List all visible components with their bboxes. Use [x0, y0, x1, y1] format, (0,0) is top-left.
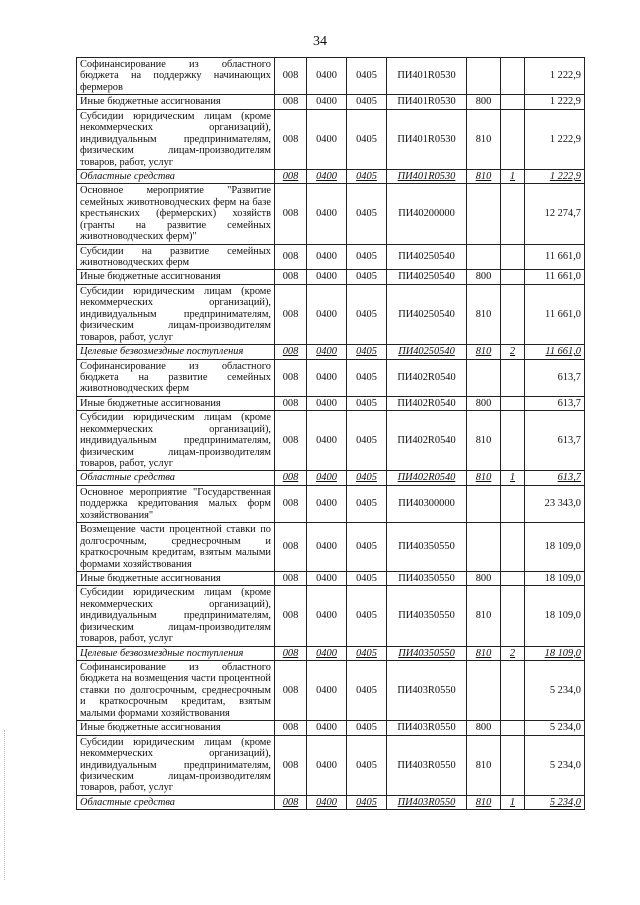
row-ministry-code: 008 [275, 270, 307, 284]
page-number: 34 [313, 34, 327, 49]
table-row [77, 646, 585, 660]
row-source-code [501, 735, 525, 795]
row-amount: 11 661,0 [525, 270, 585, 284]
row-name: Целевые безвозмездные поступления [77, 646, 275, 660]
table-row [77, 571, 585, 585]
row-amount: 613,7 [525, 359, 585, 396]
row-section-code: 0400 [307, 735, 347, 795]
row-subsection-code: 0405 [347, 58, 387, 95]
row-section-code: 0400 [307, 586, 347, 646]
row-ministry-code: 008 [275, 396, 307, 410]
row-amount: 613,7 [525, 471, 585, 485]
row-name: Субсидии юридическим лицам (кроме некоммерческих организаций), индивидуальным предпринимателям, физическим лицам-производителям товаров, работ, услуг [77, 735, 275, 795]
row-section-code: 0400 [307, 58, 347, 95]
row-ministry-code: 008 [275, 244, 307, 270]
row-target-article: ПИ403R0550 [387, 795, 467, 809]
row-name: Софинансирование из областного бюджета на поддержку начинающих фермеров [77, 58, 275, 95]
row-name: Субсидии юридическим лицам (кроме некоммерческих организаций), индивидуальным предпринимателям, физическим лицам-производителям товаров, работ, услуг [77, 411, 275, 471]
row-ministry-code: 008 [275, 359, 307, 396]
row-amount: 18 109,0 [525, 646, 585, 660]
row-amount: 18 109,0 [525, 523, 585, 572]
row-target-article: ПИ401R0530 [387, 58, 467, 95]
row-target-article: ПИ403R0550 [387, 721, 467, 735]
row-ministry-code: 008 [275, 411, 307, 471]
row-name: Возмещение части процентной ставки по долгосрочным, среднесрочным и краткосрочным кредитам, взятым малыми формами хозяйствования [77, 523, 275, 572]
row-amount: 1 222,9 [525, 58, 585, 95]
budget-table [76, 57, 585, 810]
row-amount: 12 274,7 [525, 184, 585, 244]
row-source-code [501, 109, 525, 169]
row-section-code: 0400 [307, 345, 347, 359]
row-subsection-code: 0405 [347, 795, 387, 809]
table-row [77, 735, 585, 795]
row-section-code: 0400 [307, 169, 347, 183]
table-row [77, 244, 585, 270]
table-row [77, 471, 585, 485]
row-subsection-code: 0405 [347, 109, 387, 169]
row-subsection-code: 0405 [347, 735, 387, 795]
table-row [77, 485, 585, 522]
table-row [77, 169, 585, 183]
table-row [77, 523, 585, 572]
row-subsection-code: 0405 [347, 721, 387, 735]
table-body [77, 58, 585, 810]
row-section-code: 0400 [307, 411, 347, 471]
row-section-code: 0400 [307, 244, 347, 270]
table-row [77, 345, 585, 359]
row-name: Субсидии юридическим лицам (кроме некоммерческих организаций), индивидуальным предпринимателям, физическим лицам-производителям товаров, работ, услуг [77, 109, 275, 169]
row-name: Субсидии юридическим лицам (кроме некоммерческих организаций), индивидуальным предпринимателям, физическим лицам-производителям товаров, работ, услуг [77, 586, 275, 646]
row-amount: 5 234,0 [525, 661, 585, 721]
row-ministry-code: 008 [275, 646, 307, 660]
row-name: Областные средства [77, 471, 275, 485]
row-amount: 23 343,0 [525, 485, 585, 522]
row-name: Субсидии юридическим лицам (кроме некоммерческих организаций), индивидуальным предпринимателям, физическим лицам-производителям товаров, работ, услуг [77, 284, 275, 344]
row-ministry-code: 008 [275, 523, 307, 572]
row-subsection-code: 0405 [347, 485, 387, 522]
row-amount: 11 661,0 [525, 284, 585, 344]
row-section-code: 0400 [307, 471, 347, 485]
row-ministry-code: 008 [275, 721, 307, 735]
row-expense-type: 810 [467, 284, 501, 344]
row-target-article: ПИ40250540 [387, 270, 467, 284]
row-subsection-code: 0405 [347, 95, 387, 109]
row-source-code [501, 184, 525, 244]
row-target-article: ПИ401R0530 [387, 95, 467, 109]
row-source-code [501, 396, 525, 410]
row-expense-type: 810 [467, 735, 501, 795]
row-section-code: 0400 [307, 721, 347, 735]
row-expense-type: 810 [467, 471, 501, 485]
row-target-article: ПИ403R0550 [387, 661, 467, 721]
row-target-article: ПИ401R0530 [387, 109, 467, 169]
row-amount: 5 234,0 [525, 735, 585, 795]
row-subsection-code: 0405 [347, 411, 387, 471]
row-ministry-code: 008 [275, 184, 307, 244]
row-section-code: 0400 [307, 795, 347, 809]
row-expense-type: 810 [467, 109, 501, 169]
row-source-code [501, 270, 525, 284]
row-ministry-code: 008 [275, 95, 307, 109]
row-amount: 5 234,0 [525, 795, 585, 809]
row-section-code: 0400 [307, 359, 347, 396]
row-ministry-code: 008 [275, 661, 307, 721]
row-expense-type: 810 [467, 586, 501, 646]
row-ministry-code: 008 [275, 345, 307, 359]
row-section-code: 0400 [307, 485, 347, 522]
row-target-article: ПИ40350550 [387, 646, 467, 660]
row-name: Областные средства [77, 795, 275, 809]
row-target-article: ПИ40350550 [387, 586, 467, 646]
row-ministry-code: 008 [275, 485, 307, 522]
row-section-code: 0400 [307, 523, 347, 572]
row-source-code [501, 411, 525, 471]
row-section-code: 0400 [307, 95, 347, 109]
row-section-code: 0400 [307, 661, 347, 721]
row-ministry-code: 008 [275, 795, 307, 809]
row-target-article: ПИ40300000 [387, 485, 467, 522]
row-subsection-code: 0405 [347, 586, 387, 646]
row-subsection-code: 0405 [347, 396, 387, 410]
row-target-article: ПИ402R0540 [387, 411, 467, 471]
row-expense-type: 800 [467, 721, 501, 735]
table-row [77, 795, 585, 809]
row-expense-type [467, 244, 501, 270]
row-target-article: ПИ402R0540 [387, 471, 467, 485]
row-source-code [501, 586, 525, 646]
table-row [77, 411, 585, 471]
table-row [77, 95, 585, 109]
row-target-article: ПИ402R0540 [387, 396, 467, 410]
row-subsection-code: 0405 [347, 284, 387, 344]
row-expense-type: 800 [467, 571, 501, 585]
table-row [77, 359, 585, 396]
row-subsection-code: 0405 [347, 471, 387, 485]
table-row [77, 270, 585, 284]
table-row [77, 661, 585, 721]
row-expense-type: 810 [467, 411, 501, 471]
row-target-article: ПИ40350550 [387, 523, 467, 572]
row-source-code [501, 661, 525, 721]
row-subsection-code: 0405 [347, 571, 387, 585]
table-row [77, 58, 585, 95]
row-amount: 11 661,0 [525, 244, 585, 270]
row-expense-type: 800 [467, 95, 501, 109]
row-expense-type: 810 [467, 795, 501, 809]
row-source-code [501, 359, 525, 396]
row-amount: 1 222,9 [525, 169, 585, 183]
row-name: Основное мероприятие "Развитие семейных животноводческих ферм на базе крестьянских (фермерских) хозяйств (гранты на развитие семейных животноводческих ферм)" [77, 184, 275, 244]
row-name: Иные бюджетные ассигнования [77, 571, 275, 585]
row-source-code: 1 [501, 169, 525, 183]
row-subsection-code: 0405 [347, 270, 387, 284]
row-target-article: ПИ402R0540 [387, 359, 467, 396]
row-subsection-code: 0405 [347, 646, 387, 660]
row-expense-type [467, 359, 501, 396]
row-subsection-code: 0405 [347, 359, 387, 396]
row-target-article: ПИ40250540 [387, 284, 467, 344]
row-source-code: 2 [501, 646, 525, 660]
row-source-code [501, 571, 525, 585]
row-amount: 18 109,0 [525, 571, 585, 585]
row-amount: 18 109,0 [525, 586, 585, 646]
row-source-code [501, 523, 525, 572]
row-section-code: 0400 [307, 284, 347, 344]
row-target-article: ПИ40350550 [387, 571, 467, 585]
row-source-code [501, 58, 525, 95]
row-ministry-code: 008 [275, 571, 307, 585]
row-ministry-code: 008 [275, 109, 307, 169]
row-name: Целевые безвозмездные поступления [77, 345, 275, 359]
table-row [77, 109, 585, 169]
row-ministry-code: 008 [275, 586, 307, 646]
row-name: Иные бюджетные ассигнования [77, 721, 275, 735]
table-row [77, 284, 585, 344]
row-source-code [501, 244, 525, 270]
row-ministry-code: 008 [275, 169, 307, 183]
row-source-code [501, 95, 525, 109]
row-expense-type: 810 [467, 646, 501, 660]
row-expense-type [467, 58, 501, 95]
row-ministry-code: 008 [275, 735, 307, 795]
row-name: Субсидии на развитие семейных животноводческих ферм [77, 244, 275, 270]
row-ministry-code: 008 [275, 58, 307, 95]
row-section-code: 0400 [307, 184, 347, 244]
row-source-code: 1 [501, 795, 525, 809]
row-name: Софинансирование из областного бюджета на развитие семейных животноводческих ферм [77, 359, 275, 396]
row-expense-type [467, 184, 501, 244]
row-source-code [501, 721, 525, 735]
row-expense-type: 800 [467, 270, 501, 284]
row-section-code: 0400 [307, 646, 347, 660]
row-subsection-code: 0405 [347, 184, 387, 244]
row-subsection-code: 0405 [347, 345, 387, 359]
row-name: Иные бюджетные ассигнования [77, 95, 275, 109]
row-source-code [501, 485, 525, 522]
row-section-code: 0400 [307, 270, 347, 284]
table-row [77, 396, 585, 410]
row-expense-type [467, 523, 501, 572]
row-name: Софинансирование из областного бюджета на возмещения части процентной ставки по долгосрочным, среднесрочным и краткосрочным кредитам, взятым малыми формами хозяйствования [77, 661, 275, 721]
row-section-code: 0400 [307, 571, 347, 585]
margin-scan-marks [4, 730, 11, 880]
table-row [77, 721, 585, 735]
row-amount: 1 222,9 [525, 95, 585, 109]
row-name: Иные бюджетные ассигнования [77, 396, 275, 410]
row-expense-type: 810 [467, 169, 501, 183]
row-amount: 1 222,9 [525, 109, 585, 169]
row-expense-type [467, 661, 501, 721]
row-section-code: 0400 [307, 109, 347, 169]
row-amount: 11 661,0 [525, 345, 585, 359]
row-target-article: ПИ40250540 [387, 345, 467, 359]
row-name: Областные средства [77, 169, 275, 183]
row-expense-type: 800 [467, 396, 501, 410]
row-subsection-code: 0405 [347, 244, 387, 270]
row-source-code: 1 [501, 471, 525, 485]
row-section-code: 0400 [307, 396, 347, 410]
row-ministry-code: 008 [275, 471, 307, 485]
row-target-article: ПИ40250540 [387, 244, 467, 270]
row-source-code: 2 [501, 345, 525, 359]
row-subsection-code: 0405 [347, 523, 387, 572]
row-name: Основное мероприятие "Государственная поддержка кредитования малых форм хозяйствования" [77, 485, 275, 522]
table-row [77, 184, 585, 244]
row-amount: 5 234,0 [525, 721, 585, 735]
row-ministry-code: 008 [275, 284, 307, 344]
row-source-code [501, 284, 525, 344]
row-amount: 613,7 [525, 396, 585, 410]
table-row [77, 586, 585, 646]
row-name: Иные бюджетные ассигнования [77, 270, 275, 284]
row-target-article: ПИ40200000 [387, 184, 467, 244]
row-subsection-code: 0405 [347, 661, 387, 721]
row-expense-type [467, 485, 501, 522]
row-amount: 613,7 [525, 411, 585, 471]
row-target-article: ПИ403R0550 [387, 735, 467, 795]
row-target-article: ПИ401R0530 [387, 169, 467, 183]
row-expense-type: 810 [467, 345, 501, 359]
row-subsection-code: 0405 [347, 169, 387, 183]
